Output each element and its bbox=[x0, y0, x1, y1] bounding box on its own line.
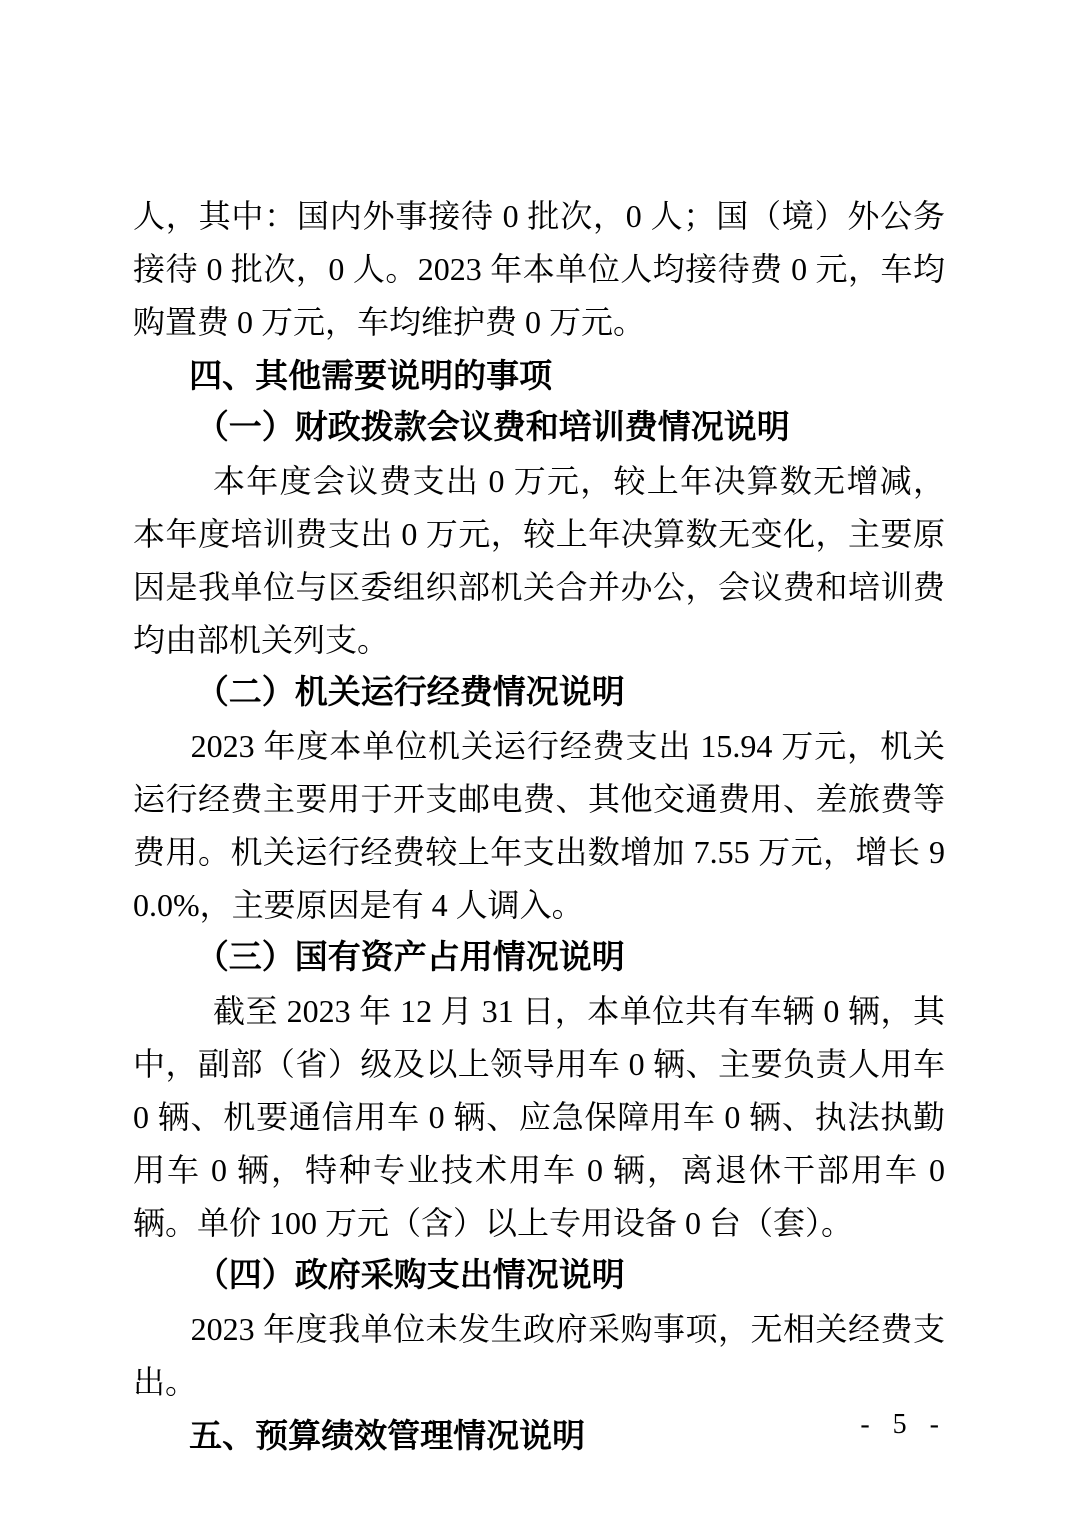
document-content bbox=[133, 0, 945, 1462]
paragraph-meeting-training-fees: 本年度会议费支出 0 万元，较上年决算数无增减，本年度培训费支出 0 万元，较上年决算数无变化，主要原因是我单位与区委组织部机关合并办公，会议费和培训费均由部机关列支。 bbox=[133, 463, 945, 658]
paragraph-official-reception-continuation: 人，其中：国内外事接待 0 批次，0 人；国（境）外公务接待 0 批次，0 人。2023 年本单位人均接待费 0 元，车均购置费 0 万元，车均维护费 0 万元。 bbox=[133, 198, 945, 340]
heading-sub-two-operating-expenses: （二）机关运行经费情况说明 bbox=[195, 675, 625, 711]
heading-sub-three-state-assets: （三）国有资产占用情况说明 bbox=[195, 940, 625, 976]
paragraph-government-procurement: 2023 年度我单位未发生政府采购事项，无相关经费支出。 bbox=[133, 1311, 945, 1400]
heading-section-four: 四、其他需要说明的事项 bbox=[189, 357, 553, 394]
paragraph-operating-expenses: 2023 年度本单位机关运行经费支出 15.94 万元，机关运行经费主要用于开支邮电费、其他交通费用、差旅费等费用。机关运行经费较上年支出数增加 7.55 万元，增长 90.0%，主要原因是有 4 人调入。 bbox=[133, 728, 945, 923]
heading-sub-four-government-procurement: （四）政府采购支出情况说明 bbox=[195, 1258, 625, 1294]
heading-section-five: 五、预算绩效管理情况说明 bbox=[189, 1417, 586, 1454]
page-number: - 5 - bbox=[860, 1409, 947, 1440]
heading-sub-one-meeting-training-fees: （一）财政拨款会议费和培训费情况说明 bbox=[195, 410, 790, 446]
paragraph-state-assets: 截至 2023 年 12 月 31 日，本单位共有车辆 0 辆，其中，副部（省）级及以上领导用车 0 辆、主要负责人用车 0 辆、机要通信用车 0 辆、应急保障用车 0 辆、执法执勤用车 0 辆，特种专业技术用车 0 辆，离退休干部用车 0 辆。单价 100 万元（含）以上专用设备 0 台（套）。 bbox=[133, 993, 945, 1241]
